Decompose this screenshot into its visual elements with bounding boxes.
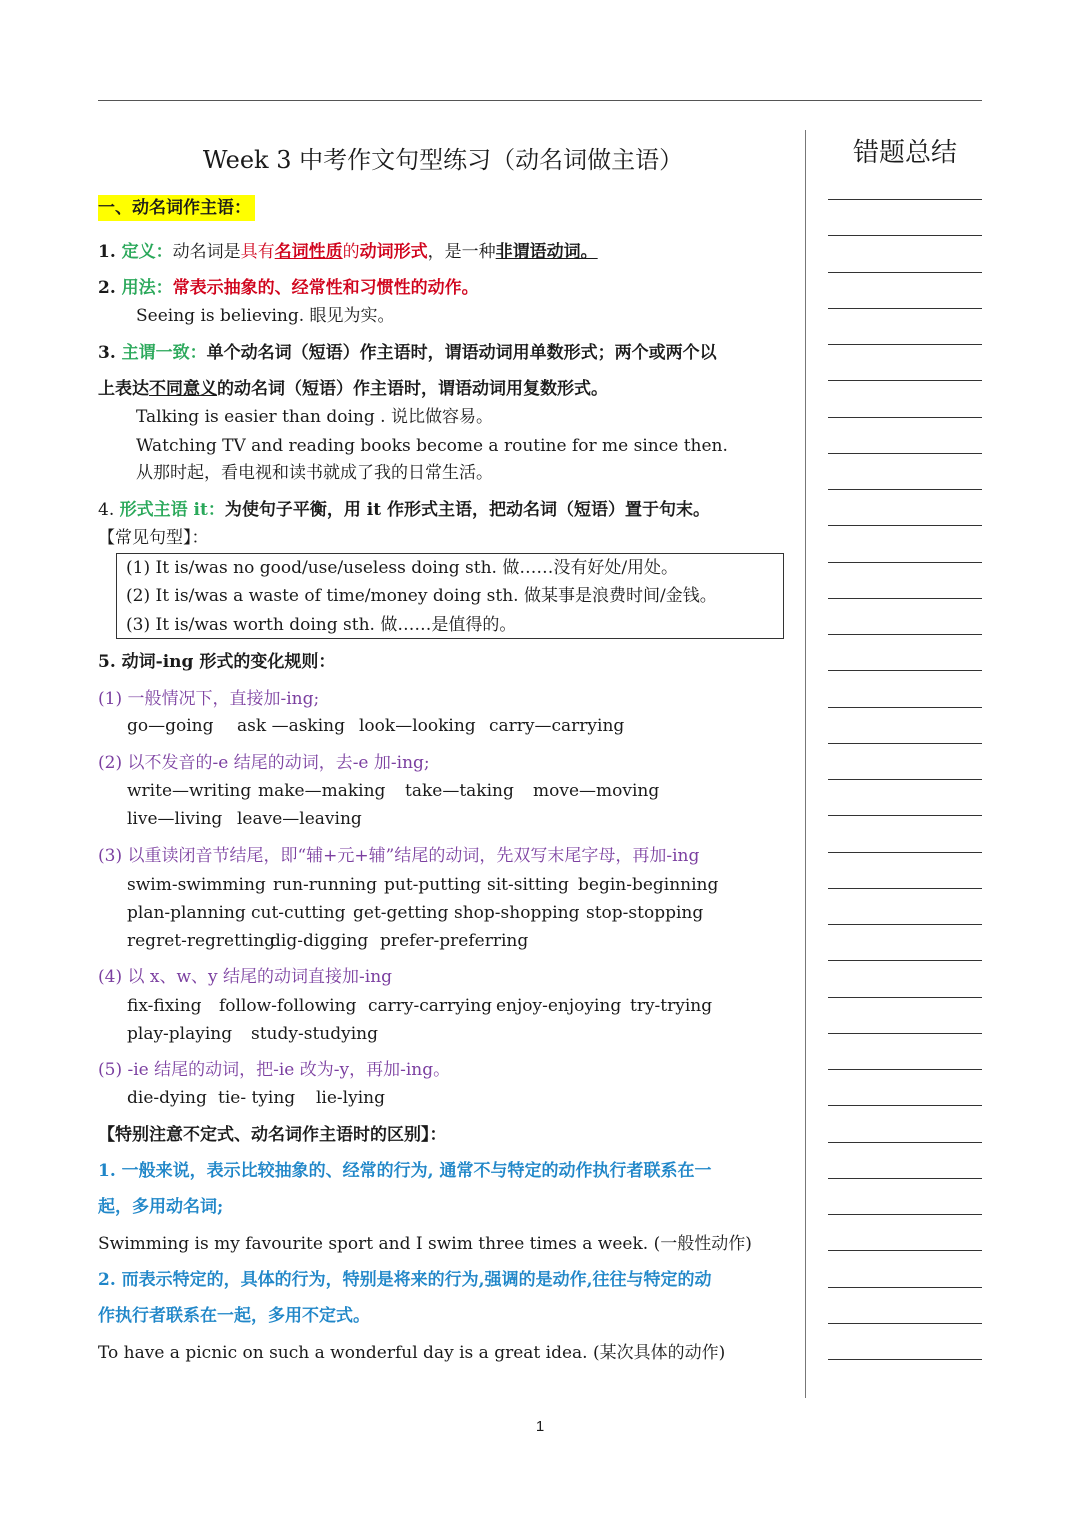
- ing-rules-heading: 5. 动词-ing 形式的变化规则：: [98, 652, 336, 672]
- rule-title: (3) 以重读闭音节结尾，即“辅+元+辅”结尾的动词，先双写末尾字母，再加-ing: [98, 846, 700, 866]
- answer-line: [828, 670, 982, 671]
- answer-line: [828, 199, 982, 200]
- answer-line: [828, 417, 982, 418]
- answer-line: [828, 1105, 982, 1106]
- agreement-example-2: Watching TV and reading books become a routine for me since then.: [136, 436, 728, 456]
- page-number: 1: [535, 1418, 545, 1435]
- agreement-line-2: 上表达不同意义的动名词（短语）作主语时，谓语动词用复数形式。: [98, 379, 608, 399]
- usage-line: 2. 用法：常表示抽象的、经常性和习惯性的动作。: [98, 278, 479, 298]
- answer-line: [828, 562, 982, 563]
- answer-line: [828, 598, 982, 599]
- answer-line: [828, 308, 982, 309]
- answer-line: [828, 960, 982, 961]
- answer-line: [828, 997, 982, 998]
- answer-line: [828, 489, 982, 490]
- answer-line: [828, 1287, 982, 1288]
- answer-line: [828, 707, 982, 708]
- answer-line: [828, 1142, 982, 1143]
- rule-title: (2) 以不发音的-e 结尾的动词，去-e 加-ing;: [98, 753, 430, 773]
- note-point-1a: 1. 一般来说，表示比较抽象的、经常的行为, 通常不与特定的动作执行者联系在一: [98, 1161, 712, 1181]
- note-point-2b: 作执行者联系在一起，多用不定式。: [98, 1306, 370, 1326]
- answer-line: [828, 924, 982, 925]
- mistake-summary-title: 错题总结: [852, 138, 957, 168]
- pattern-heading: 【常见句型】：: [98, 528, 209, 548]
- answer-line: [828, 344, 982, 345]
- pattern-line: (3) It is/was worth doing sth. 做……是值得的。: [126, 615, 517, 635]
- rule-title: (1) 一般情况下，直接加-ing;: [98, 689, 320, 709]
- note-point-2a: 2. 而表示特定的，具体的行为，特别是将来的行为,强调的是动作,往往与特定的动: [98, 1270, 712, 1290]
- answer-line: [828, 1250, 982, 1251]
- answer-line: [828, 453, 982, 454]
- agreement-example-1: Talking is easier than doing . 说比做容易。: [136, 407, 493, 427]
- answer-line: [828, 852, 982, 853]
- answer-line: [828, 1069, 982, 1070]
- note-point-1b: 起，多用动名词;: [98, 1197, 224, 1217]
- answer-line: [828, 1359, 982, 1360]
- section-heading: 一、动名词作主语：: [98, 196, 255, 220]
- answer-line: [828, 634, 982, 635]
- answer-line: [828, 1323, 982, 1324]
- answer-line: [828, 779, 982, 780]
- agreement-line-1: 3. 主谓一致：单个动名词（短语）作主语时，谓语动词用单数形式；两个或两个以: [98, 343, 717, 363]
- usage-example: Seeing is believing. 眼见为实。: [136, 306, 395, 326]
- answer-line: [828, 1214, 982, 1215]
- formal-subject-line: 4. 形式主语 it：为使句子平衡，用 it 作形式主语，把动名词（短语）置于句末。: [98, 500, 711, 520]
- note-example-1: Swimming is my favourite sport and I swim three times a week. (一般性动作): [98, 1234, 752, 1254]
- answer-line: [828, 1033, 982, 1034]
- answer-line: [828, 743, 982, 744]
- definition-line: 1. 定义：动名词是具有名词性质的动词形式，是一种非谓语动词。: [98, 242, 598, 262]
- rule-title: (4) 以 x、w、y 结尾的动词直接加-ing: [98, 967, 393, 987]
- answer-line: [828, 380, 982, 381]
- answer-line: [828, 1178, 982, 1179]
- agreement-example-3: 从那时起，看电视和读书就成了我的日常生活。: [136, 463, 493, 483]
- answer-line: [828, 815, 982, 816]
- pattern-line: (1) It is/was no good/use/useless doing sth. 做……没有好处/用处。: [126, 558, 679, 578]
- answer-line: [828, 525, 982, 526]
- answer-line: [828, 272, 982, 273]
- answer-line: [828, 888, 982, 889]
- pattern-line: (2) It is/was a waste of time/money doing sth. 做某事是浪费时间/金钱。: [126, 586, 717, 606]
- top-rule: [98, 100, 982, 101]
- rule-title: (5) -ie 结尾的动词，把-ie 改为-y，再加-ing。: [98, 1060, 451, 1080]
- page-title: Week 3 中考作文句型练习（动名词做主语）: [202, 146, 684, 174]
- column-divider: [805, 130, 806, 1398]
- note-example-2: To have a picnic on such a wonderful day is a great idea. (某次具体的动作): [98, 1343, 726, 1363]
- note-heading: 【特别注意不定式、动名词作主语时的区别】：: [98, 1125, 447, 1145]
- answer-line: [828, 235, 982, 236]
